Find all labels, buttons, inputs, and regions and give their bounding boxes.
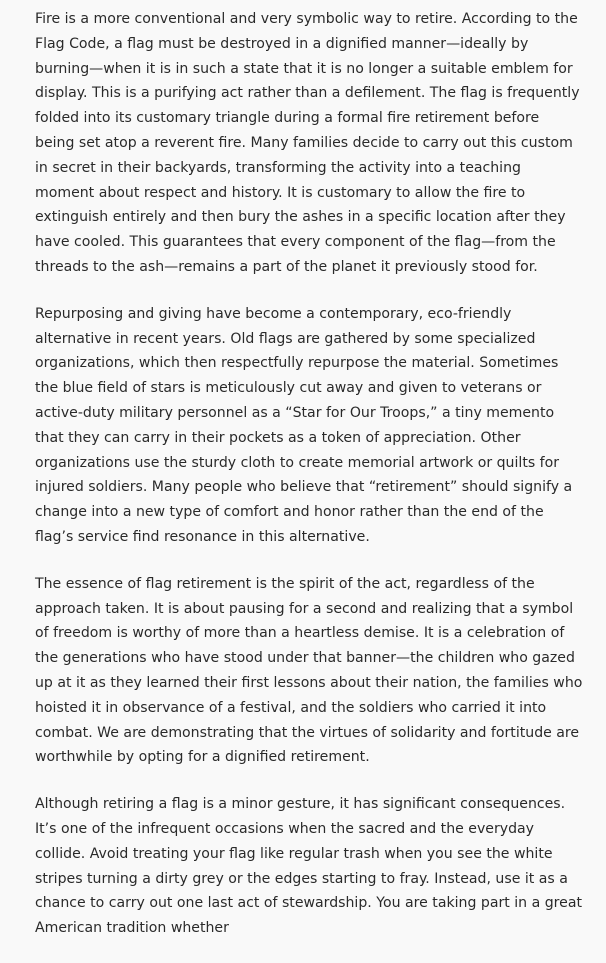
article-body: [35, 7, 583, 963]
paragraph-essence: The essence of flag retirement is the spirit of the act, regardless of the approach taken. It is about pausing for a second and realizing that a symbol of freedom is worthy of more than a heartless demise. It is a celebration of the generations who have stood under that banner—the children who gazed up at it as they learned their first lessons about their nation, the families who hoisted it in observance of a festival, and the soldiers who carried it into combat. We are demonstrating that the virtues of solidarity and fortitude are worthwhile by opting for a dignified retirement.: [35, 575, 583, 766]
paragraph-fire-retirement: Fire is a more conventional and very symbolic way to retire. According to the Flag Code, a flag must be destroyed in a dignified manner—ideally by burning—when it is in such a state that it is no longer a suitable emblem for display. This is a purifying act rather than a defilement. The flag is frequently folded into its customary triangle during a formal fire retirement before being set atop a reverent fire. Many families decide to carry out this custom in secret in their backyards, transforming the activity into a teaching moment about respect and history. It is customary to allow the fire to extinguish entirely and then bury the ashes in a specific location after they have cooled. This guarantees that every component of the flag—from the threads to the ash—remains a part of the planet it previously stood for.: [35, 11, 580, 275]
paragraph-consequences: Although retiring a flag is a minor gesture, it has significant consequences. It’s one of the infrequent occasions when the sacred and the everyday collide. Avoid treating your flag like regular trash when you see the white stripes turning a dirty grey or the edges starting to fray. Instead, use it as a chance to carry out one last act of stewardship. You are taking part in a great American tradition whether: [35, 796, 582, 937]
paragraph-repurposing: Repurposing and giving have become a contemporary, eco-friendly alternative in recent years. Old flags are gathered by some specialized organizations, which then respectfully repurpose the material. Sometimes the blue field of stars is meticulously cut away and given to veterans or active-duty military personnel as a “Star for Our Troops,” a tiny memento that they can carry in their pockets as a token of appreciation. Other organizations use the sturdy cloth to create memorial artwork or quilts for injured soldiers. Many people who believe that “retirement” should signify a change into a new type of comfort and honor rather than the end of the flag’s service find resonance in this alternative.: [35, 305, 573, 545]
